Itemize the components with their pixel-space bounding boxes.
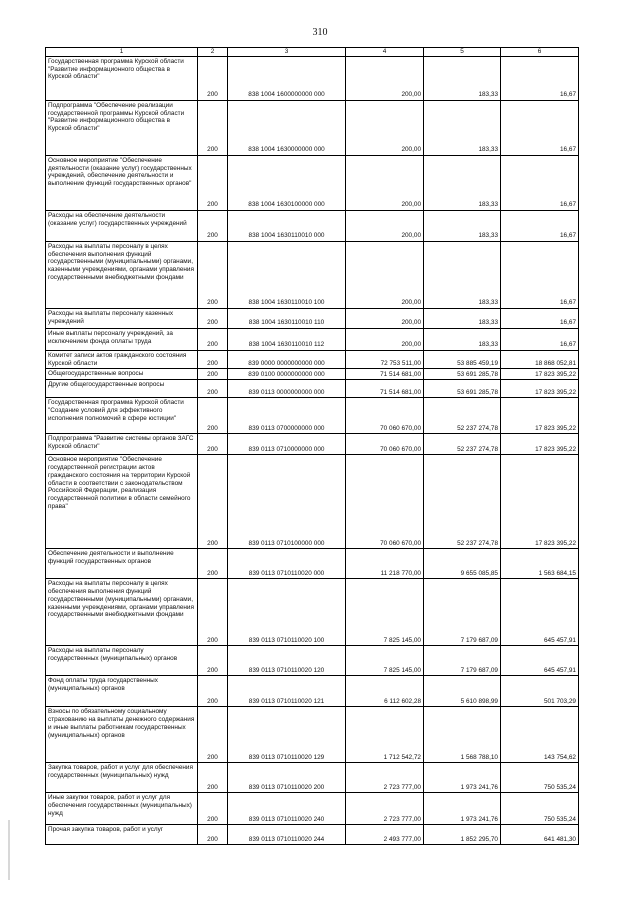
row-approved: 200,00 bbox=[346, 309, 424, 329]
row-budget-code: 838 1004 1630110010 112 bbox=[228, 329, 346, 351]
row-name: Основное мероприятие "Обеспечение государственной регистрации актов гражданского состояния на территории Курской области в соответствии с законодательством Российской Федерации, реализация государственной политики в области семейного права" bbox=[46, 455, 198, 549]
row-budget-code: 838 1004 1630110010 100 bbox=[228, 242, 346, 309]
row-approved: 11 218 770,00 bbox=[346, 549, 424, 579]
row-budget-code: 838 1004 1630100000 000 bbox=[228, 156, 346, 211]
row-executed: 7 179 687,09 bbox=[424, 579, 501, 646]
row-name: Взносы по обязательному социальному страхованию на выплаты денежного содержания и иные выплаты работникам государственных (муниципальных) органов bbox=[46, 707, 198, 763]
row-unexecuted: 750 535,24 bbox=[501, 793, 579, 825]
row-executed: 1 973 241,76 bbox=[424, 763, 501, 793]
row-approved: 71 514 681,00 bbox=[346, 369, 424, 380]
row-budget-code: 839 0113 0710100000 000 bbox=[228, 455, 346, 549]
row-approved: 1 712 542,72 bbox=[346, 707, 424, 763]
row-approved: 6 112 602,28 bbox=[346, 676, 424, 707]
row-unexecuted: 16,67 bbox=[501, 211, 579, 242]
row-unexecuted: 645 457,91 bbox=[501, 646, 579, 676]
row-approved: 200,00 bbox=[346, 329, 424, 351]
row-unexecuted: 17 823 395,22 bbox=[501, 398, 579, 434]
table-row bbox=[46, 707, 579, 763]
row-budget-code: 839 0113 0710110020 120 bbox=[228, 646, 346, 676]
row-unexecuted: 16,67 bbox=[501, 156, 579, 211]
row-unexecuted: 16,67 bbox=[501, 242, 579, 309]
row-executed: 7 179 687,09 bbox=[424, 646, 501, 676]
row-approved: 2 493 777,00 bbox=[346, 825, 424, 845]
row-budget-code: 838 1004 1630000000 000 bbox=[228, 101, 346, 156]
row-budget-code: 839 0113 0700000000 000 bbox=[228, 398, 346, 434]
row-unexecuted: 17 823 395,22 bbox=[501, 434, 579, 455]
row-budget-code: 838 1004 1630110010 110 bbox=[228, 309, 346, 329]
table-row bbox=[46, 329, 579, 351]
row-executed: 183,33 bbox=[424, 57, 501, 101]
row-budget-code: 838 1004 1630110010 000 bbox=[228, 211, 346, 242]
row-code: 200 bbox=[198, 434, 228, 455]
row-code: 200 bbox=[198, 549, 228, 579]
row-unexecuted: 17 823 395,22 bbox=[501, 455, 579, 549]
table-row bbox=[46, 369, 579, 380]
row-executed: 52 237 274,78 bbox=[424, 455, 501, 549]
row-budget-code: 839 0113 0710110020 121 bbox=[228, 676, 346, 707]
row-executed: 53 691 285,78 bbox=[424, 369, 501, 380]
row-unexecuted: 645 457,91 bbox=[501, 579, 579, 646]
row-budget-code: 839 0113 0710000000 000 bbox=[228, 434, 346, 455]
row-executed: 183,33 bbox=[424, 101, 501, 156]
row-approved: 7 825 145,00 bbox=[346, 579, 424, 646]
row-budget-code: 839 0113 0710110020 000 bbox=[228, 549, 346, 579]
row-unexecuted: 18 868 052,81 bbox=[501, 351, 579, 369]
row-code: 200 bbox=[198, 351, 228, 369]
row-approved: 71 514 681,00 bbox=[346, 380, 424, 398]
row-approved: 200,00 bbox=[346, 57, 424, 101]
table-row bbox=[46, 434, 579, 455]
row-unexecuted: 501 703,29 bbox=[501, 676, 579, 707]
row-approved: 200,00 bbox=[346, 156, 424, 211]
row-name: Расходы на выплаты персоналу государственных (муниципальных) органов bbox=[46, 646, 198, 676]
row-code: 200 bbox=[198, 242, 228, 309]
row-name: Общегосударственные вопросы bbox=[46, 369, 198, 380]
row-approved: 2 723 777,00 bbox=[346, 793, 424, 825]
row-code: 200 bbox=[198, 707, 228, 763]
row-executed: 183,33 bbox=[424, 156, 501, 211]
row-approved: 200,00 bbox=[346, 242, 424, 309]
header-row bbox=[46, 48, 579, 57]
row-name: Государственная программа Курской области "Создание условий для эффективного исполнения полномочий в сфере юстиции" bbox=[46, 398, 198, 434]
row-budget-code: 839 0113 0000000000 000 bbox=[228, 380, 346, 398]
header-col-4: 4 bbox=[346, 48, 424, 57]
row-executed: 53 691 285,78 bbox=[424, 380, 501, 398]
row-code: 200 bbox=[198, 369, 228, 380]
row-code: 200 bbox=[198, 309, 228, 329]
row-name: Другие общегосударственные вопросы bbox=[46, 380, 198, 398]
row-budget-code: 838 1004 1600000000 000 bbox=[228, 57, 346, 101]
row-executed: 52 237 274,78 bbox=[424, 398, 501, 434]
table-row bbox=[46, 211, 579, 242]
budget-table bbox=[45, 47, 579, 845]
row-name: Расходы на выплаты персоналу казенных учреждений bbox=[46, 309, 198, 329]
row-name: Фонд оплаты труда государственных (муниципальных) органов bbox=[46, 676, 198, 707]
row-name: Расходы на выплаты персоналу в целях обеспечения выполнения функций государственными (муниципальными) органами, казенными учреждениями, органами управления государственными внебюджетными фондами bbox=[46, 242, 198, 309]
row-name: Иные выплаты персоналу учреждений, за исключением фонда оплаты труда bbox=[46, 329, 198, 351]
scan-edge-mark bbox=[8, 820, 10, 880]
row-approved: 70 060 670,00 bbox=[346, 455, 424, 549]
row-executed: 183,33 bbox=[424, 309, 501, 329]
row-approved: 70 060 670,00 bbox=[346, 398, 424, 434]
table-row bbox=[46, 242, 579, 309]
row-name: Подпрограмма "Развитие системы органов ЗАГС Курской области" bbox=[46, 434, 198, 455]
header-col-2: 2 bbox=[198, 48, 228, 57]
row-name: Закупка товаров, работ и услуг для обеспечения государственных (муниципальных) нужд bbox=[46, 763, 198, 793]
row-unexecuted: 750 535,24 bbox=[501, 763, 579, 793]
table-row bbox=[46, 579, 579, 646]
row-budget-code: 839 0113 0710110020 129 bbox=[228, 707, 346, 763]
row-approved: 70 060 670,00 bbox=[346, 434, 424, 455]
row-budget-code: 839 0113 0710110020 200 bbox=[228, 763, 346, 793]
row-executed: 1 973 241,76 bbox=[424, 793, 501, 825]
row-unexecuted: 16,67 bbox=[501, 329, 579, 351]
row-budget-code: 839 0113 0710110020 100 bbox=[228, 579, 346, 646]
table-row bbox=[46, 455, 579, 549]
row-code: 200 bbox=[198, 676, 228, 707]
row-budget-code: 839 0100 0000000000 000 bbox=[228, 369, 346, 380]
table-row bbox=[46, 57, 579, 101]
row-unexecuted: 16,67 bbox=[501, 309, 579, 329]
row-name: Иные закупки товаров, работ и услуг для обеспечения государственных (муниципальных) нужд bbox=[46, 793, 198, 825]
row-budget-code: 839 0113 0710110020 240 bbox=[228, 793, 346, 825]
row-name: Государственная программа Курской области "Развитие информационного общества в Курской области" bbox=[46, 57, 198, 101]
row-code: 200 bbox=[198, 57, 228, 101]
row-approved: 2 723 777,00 bbox=[346, 763, 424, 793]
row-code: 200 bbox=[198, 211, 228, 242]
row-code: 200 bbox=[198, 398, 228, 434]
row-name: Основное мероприятие "Обеспечение деятельности (оказание услуг) государственных учреждений, обеспечение деятельности и выполнение функций государственных органов" bbox=[46, 156, 198, 211]
row-executed: 183,33 bbox=[424, 329, 501, 351]
table-row bbox=[46, 793, 579, 825]
table-row bbox=[46, 549, 579, 579]
row-code: 200 bbox=[198, 793, 228, 825]
header-col-1: 1 bbox=[46, 48, 198, 57]
table-row bbox=[46, 351, 579, 369]
table-row bbox=[46, 646, 579, 676]
row-code: 200 bbox=[198, 455, 228, 549]
table-row bbox=[46, 825, 579, 845]
row-name: Подпрограмма "Обеспечение реализации государственной программы Курской области "Развитие информационного общества в Курской области" bbox=[46, 101, 198, 156]
header-col-6: 6 bbox=[501, 48, 579, 57]
row-approved: 200,00 bbox=[346, 101, 424, 156]
table-row bbox=[46, 763, 579, 793]
row-name: Расходы на выплаты персоналу в целях обеспечения выполнения функций государственными (муниципальными) органами, казенными учреждениями, органами управления государственными внебюджетными фондами bbox=[46, 579, 198, 646]
row-approved: 72 753 511,00 bbox=[346, 351, 424, 369]
row-code: 200 bbox=[198, 380, 228, 398]
row-unexecuted: 16,67 bbox=[501, 57, 579, 101]
row-executed: 52 237 274,78 bbox=[424, 434, 501, 455]
row-executed: 9 655 085,85 bbox=[424, 549, 501, 579]
row-budget-code: 839 0113 0710110020 244 bbox=[228, 825, 346, 845]
table-row bbox=[46, 101, 579, 156]
row-unexecuted: 17 823 395,22 bbox=[501, 369, 579, 380]
row-approved: 7 825 145,00 bbox=[346, 646, 424, 676]
row-code: 200 bbox=[198, 763, 228, 793]
table-row bbox=[46, 380, 579, 398]
row-executed: 1 568 788,10 bbox=[424, 707, 501, 763]
row-name: Прочая закупка товаров, работ и услуг bbox=[46, 825, 198, 845]
row-unexecuted: 143 754,62 bbox=[501, 707, 579, 763]
row-code: 200 bbox=[198, 156, 228, 211]
row-name: Обеспечение деятельности и выполнение функций государственных органов bbox=[46, 549, 198, 579]
row-name: Расходы на обеспечение деятельности (оказание услуг) государственных учреждений bbox=[46, 211, 198, 242]
row-unexecuted: 16,67 bbox=[501, 101, 579, 156]
row-code: 200 bbox=[198, 101, 228, 156]
row-code: 200 bbox=[198, 825, 228, 845]
table-row bbox=[46, 398, 579, 434]
header-col-3: 3 bbox=[228, 48, 346, 57]
page-number: 310 bbox=[312, 27, 328, 38]
row-code: 200 bbox=[198, 329, 228, 351]
table-row bbox=[46, 309, 579, 329]
row-unexecuted: 641 481,30 bbox=[501, 825, 579, 845]
row-executed: 5 610 898,99 bbox=[424, 676, 501, 707]
row-unexecuted: 1 563 684,15 bbox=[501, 549, 579, 579]
table-row bbox=[46, 156, 579, 211]
row-code: 200 bbox=[198, 646, 228, 676]
row-code: 200 bbox=[198, 579, 228, 646]
row-executed: 53 885 459,19 bbox=[424, 351, 501, 369]
header-col-5: 5 bbox=[424, 48, 501, 57]
row-executed: 183,33 bbox=[424, 211, 501, 242]
row-unexecuted: 17 823 395,22 bbox=[501, 380, 579, 398]
row-name: Комитет записи актов гражданского состояния Курской области bbox=[46, 351, 198, 369]
table-body bbox=[46, 57, 579, 845]
table-row bbox=[46, 676, 579, 707]
row-executed: 183,33 bbox=[424, 242, 501, 309]
row-executed: 1 852 295,70 bbox=[424, 825, 501, 845]
row-budget-code: 839 0000 0000000000 000 bbox=[228, 351, 346, 369]
row-approved: 200,00 bbox=[346, 211, 424, 242]
